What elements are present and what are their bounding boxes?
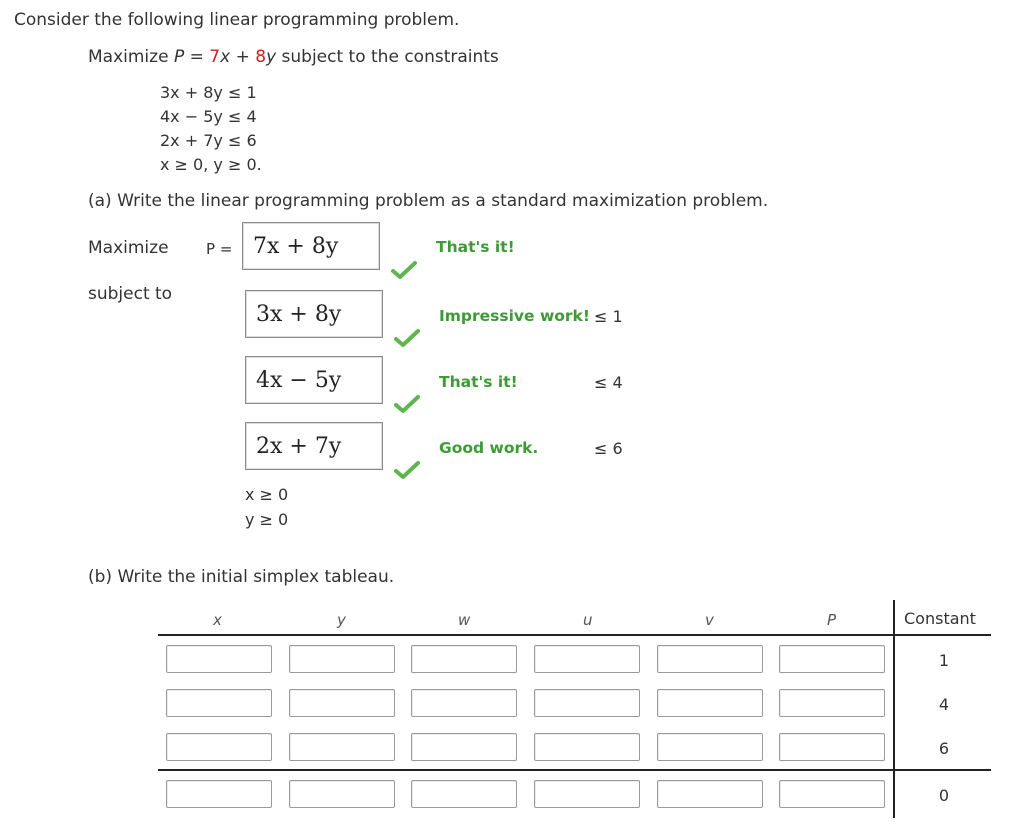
part-b-prompt: (b) Write the initial simplex tableau. bbox=[88, 567, 395, 587]
tableau-cell[interactable] bbox=[411, 780, 517, 808]
tableau-cell[interactable] bbox=[166, 645, 272, 673]
tableau-cell[interactable] bbox=[779, 645, 885, 673]
objective-var-1: x bbox=[220, 47, 231, 67]
tableau-header-y: y bbox=[337, 611, 346, 629]
tableau-cell[interactable] bbox=[534, 689, 640, 717]
objective-statement bbox=[88, 47, 499, 67]
tableau-header-v: v bbox=[705, 611, 714, 629]
objective-prefix: Maximize bbox=[88, 47, 174, 67]
objective-coef-1: 7 bbox=[209, 47, 221, 67]
constraint-feedback-1: Impressive work! bbox=[439, 307, 590, 325]
objective-coef-2: 8 bbox=[255, 47, 267, 67]
tableau-cell[interactable] bbox=[289, 780, 395, 808]
tableau-cell[interactable] bbox=[166, 733, 272, 761]
tableau-cell[interactable] bbox=[289, 733, 395, 761]
tableau-cell[interactable] bbox=[779, 780, 885, 808]
nonneg-x: x ≥ 0 bbox=[245, 485, 289, 504]
tableau-cell[interactable] bbox=[166, 689, 272, 717]
nonneg-y: y ≥ 0 bbox=[245, 510, 289, 529]
constraint-input-2[interactable]: 4x − 5y bbox=[245, 356, 383, 404]
tableau-header-constant: Constant bbox=[904, 609, 976, 628]
constraint-rhs-3: ≤ 6 bbox=[594, 439, 623, 458]
check-icon bbox=[394, 460, 420, 480]
part-a-prompt: (a) Write the linear programming problem as a standard maximization problem. bbox=[88, 191, 769, 211]
tableau-cell[interactable] bbox=[534, 645, 640, 673]
constraint-3: 2x + 7y ≤ 6 bbox=[160, 131, 257, 150]
subject-to-label: subject to bbox=[88, 284, 173, 304]
check-icon bbox=[394, 394, 420, 414]
tableau-header-x: x bbox=[213, 611, 222, 629]
constraint-1: 3x + 8y ≤ 1 bbox=[160, 83, 257, 102]
tableau-cell[interactable] bbox=[289, 689, 395, 717]
tableau-header-u: u bbox=[583, 611, 593, 629]
tableau-constant-1: 1 bbox=[938, 651, 950, 670]
tableau-cell[interactable] bbox=[779, 689, 885, 717]
constraint-rhs-1: ≤ 1 bbox=[594, 307, 623, 326]
tableau-header-w: w bbox=[458, 611, 471, 629]
tableau-cell[interactable] bbox=[657, 733, 763, 761]
objective-var: P bbox=[173, 47, 185, 67]
objective-suffix: subject to the constraints bbox=[276, 47, 499, 67]
tableau-constant-3: 6 bbox=[938, 739, 950, 758]
tableau-cell[interactable] bbox=[657, 645, 763, 673]
tableau-cell[interactable] bbox=[534, 780, 640, 808]
intro-text: Consider the following linear programming problem. bbox=[14, 10, 460, 30]
check-icon bbox=[391, 260, 417, 280]
constraint-rhs-2: ≤ 4 bbox=[594, 373, 623, 392]
tableau-header-rule bbox=[158, 634, 991, 636]
tableau-cell[interactable] bbox=[411, 689, 517, 717]
objective-var-2: y bbox=[266, 47, 277, 67]
tableau-cell[interactable] bbox=[411, 645, 517, 673]
tableau-cell[interactable] bbox=[779, 733, 885, 761]
tableau-cell[interactable] bbox=[411, 733, 517, 761]
p-equals-label: P = bbox=[206, 240, 233, 258]
tableau-cell[interactable] bbox=[166, 780, 272, 808]
tableau-objective-rule bbox=[158, 769, 991, 771]
constraint-input-1[interactable]: 3x + 8y bbox=[245, 290, 383, 338]
tableau-header-p: P bbox=[827, 611, 837, 629]
constraint-nonneg: x ≥ 0, y ≥ 0. bbox=[160, 155, 262, 174]
objective-plus: + bbox=[230, 47, 256, 67]
maximize-label: Maximize bbox=[88, 238, 169, 258]
tableau-cell[interactable] bbox=[534, 733, 640, 761]
objective-eq: = bbox=[184, 47, 210, 67]
tableau-constant-divider bbox=[893, 600, 895, 818]
tableau-constant-4: 0 bbox=[938, 786, 950, 805]
check-icon bbox=[394, 328, 420, 348]
constraint-feedback-2: That's it! bbox=[439, 373, 518, 391]
constraint-input-3[interactable]: 2x + 7y bbox=[245, 422, 383, 470]
objective-input[interactable]: 7x + 8y bbox=[242, 222, 380, 270]
constraint-feedback-3: Good work. bbox=[439, 439, 539, 457]
tableau-cell[interactable] bbox=[289, 645, 395, 673]
constraint-2: 4x − 5y ≤ 4 bbox=[160, 107, 257, 126]
tableau-constant-2: 4 bbox=[938, 695, 950, 714]
objective-feedback: That's it! bbox=[436, 238, 515, 256]
tableau-cell[interactable] bbox=[657, 780, 763, 808]
tableau-cell[interactable] bbox=[657, 689, 763, 717]
